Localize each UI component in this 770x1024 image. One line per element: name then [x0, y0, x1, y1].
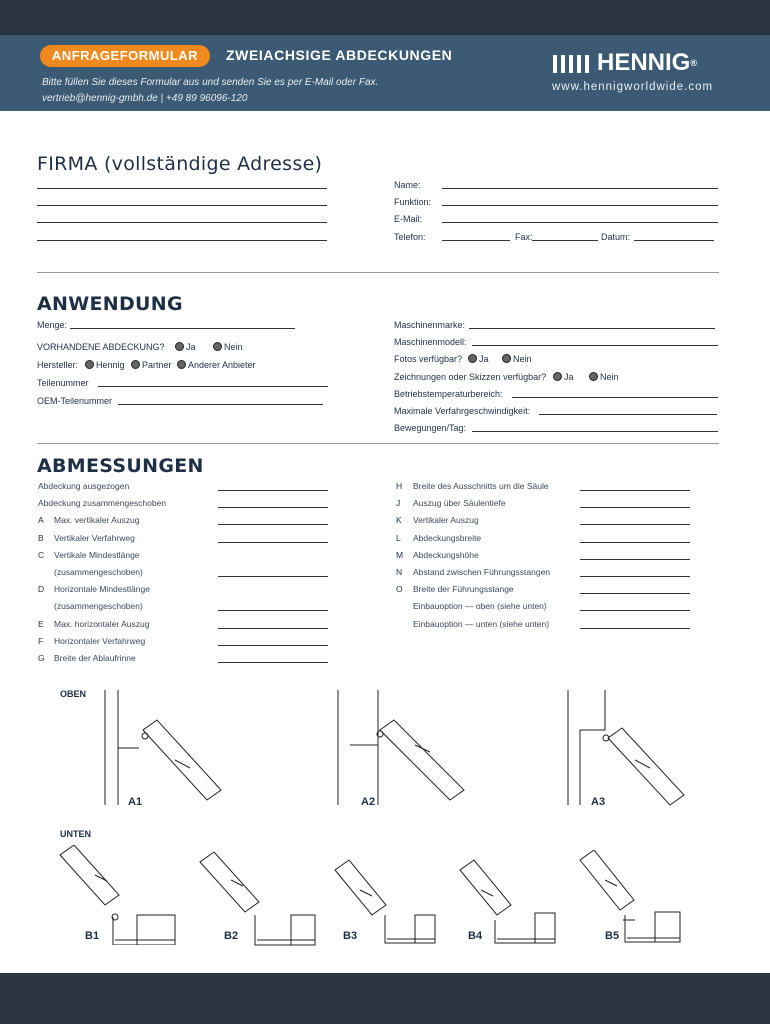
contact-text: vertrieb@hennig-gmbh.de | +49 89 96096-120: [42, 93, 248, 104]
diagram-a1: [95, 690, 235, 815]
diagram-b4-label: B4: [468, 930, 483, 942]
bewegungen-field[interactable]: [472, 431, 718, 432]
email-field[interactable]: [442, 222, 718, 223]
hersteller-partner-radio[interactable]: Partner: [131, 360, 172, 370]
dimension-field[interactable]: [580, 542, 690, 543]
email-label: E-Mail:: [394, 214, 423, 224]
fax-field[interactable]: [532, 240, 598, 241]
dimension-field[interactable]: [218, 542, 328, 543]
zeichnungen-ja-radio[interactable]: Ja: [553, 372, 574, 382]
diagram-b5: [575, 850, 685, 950]
oem-label: OEM-Teilenummer: [37, 396, 113, 406]
dimension-label: Max. horizontaler Auszug: [54, 618, 150, 629]
logo-text: HENNIG: [597, 49, 691, 76]
dimension-label: Auszug über Säulentiefe: [413, 498, 506, 509]
anwendung-heading: ANWENDUNG: [37, 293, 183, 315]
diagram-b2-label: B2: [224, 930, 239, 942]
hennig-logo: [553, 51, 733, 75]
dimension-key: G: [38, 653, 45, 663]
dimension-key: B: [38, 532, 44, 543]
dimension-key: O: [396, 584, 403, 595]
dimension-key: J: [396, 498, 401, 509]
funktion-field[interactable]: [442, 205, 718, 206]
maschinenmodell-field[interactable]: [472, 345, 718, 346]
radio-icon: [131, 360, 140, 369]
diagram-b5-label: B5: [605, 930, 620, 942]
diagram-a2-label: A2: [361, 796, 376, 808]
radio-icon: [589, 372, 598, 381]
dimension-label: Max. vertikaler Auszug: [54, 515, 140, 526]
hersteller-anderer-radio[interactable]: Anderer Anbieter: [177, 360, 256, 370]
abmessungen-heading: ABMESSUNGEN: [37, 455, 204, 477]
dimension-key: N: [396, 567, 403, 577]
funktion-label: Funktion:: [394, 197, 432, 207]
dimension-key: C: [38, 549, 45, 560]
hersteller-label: Hersteller:: [37, 360, 79, 370]
top-strip: [0, 0, 770, 35]
dimension-label: Einbauoption — oben (siehe unten): [413, 601, 547, 612]
maschinenmodell-label: Maschinenmodell:: [394, 337, 467, 347]
address-line-3[interactable]: [37, 222, 327, 223]
telefon-field[interactable]: [442, 240, 510, 241]
section-divider: [37, 443, 719, 444]
temperatur-label: Betriebstemperaturbereich:: [394, 389, 503, 399]
dimension-label: Breite der Führungsstange: [413, 584, 514, 595]
dimension-field[interactable]: [218, 507, 328, 508]
menge-label: Menge:: [37, 320, 68, 330]
teilenummer-field[interactable]: [98, 386, 328, 387]
section-divider: [37, 272, 719, 273]
dimension-label: (zusammengeschoben): [54, 601, 143, 612]
dimension-key: A: [38, 515, 44, 526]
name-label: Name:: [394, 180, 421, 190]
dimension-field[interactable]: [218, 524, 328, 525]
radio-icon: [85, 360, 94, 369]
dimension-key: H: [396, 481, 403, 491]
instructions-text: Bitte füllen Sie dieses Formular aus und senden Sie es per E-Mail oder Fax.: [42, 77, 379, 88]
dimension-field[interactable]: [580, 507, 690, 508]
dimension-key: L: [396, 532, 401, 543]
menge-field[interactable]: [70, 328, 295, 329]
diagram-a3: [560, 690, 690, 815]
dimension-label: Breite der Ablaufrinne: [54, 653, 136, 663]
zeichnungen-label: Zeichnungen oder Skizzen verfügbar?: [394, 372, 547, 382]
dimension-key: F: [38, 635, 44, 646]
logo-bars-icon: [553, 55, 597, 73]
name-field[interactable]: [442, 188, 718, 189]
dimension-field[interactable]: [580, 524, 690, 525]
diagram-a1-label: A1: [128, 796, 143, 808]
fotos-label: Fotos verfügbar?: [394, 354, 463, 364]
teilenummer-label: Teilenummer: [37, 378, 89, 388]
radio-icon: [177, 360, 186, 369]
dimension-label: Abdeckung ausgezogen: [38, 481, 130, 491]
radio-icon: [553, 372, 562, 381]
dimension-field[interactable]: [218, 610, 328, 611]
header-banner: [0, 35, 770, 111]
diagram-b3-label: B3: [343, 930, 358, 942]
bottom-strip: [0, 973, 770, 1024]
dimension-key: E: [38, 618, 44, 629]
dimension-field[interactable]: [580, 576, 690, 577]
temperatur-field[interactable]: [512, 397, 718, 398]
oem-field[interactable]: [118, 404, 323, 405]
radio-icon: [175, 342, 184, 351]
dimension-key: K: [396, 515, 402, 526]
address-line-4[interactable]: [37, 240, 327, 241]
vorhandene-ja-radio[interactable]: Ja: [175, 342, 196, 352]
zeichnungen-nein-radio[interactable]: Nein: [589, 372, 619, 382]
maschinenmarke-label: Maschinenmarke:: [394, 320, 466, 330]
dimension-field[interactable]: [218, 628, 328, 629]
datum-label: Datum:: [601, 232, 631, 242]
datum-field[interactable]: [634, 240, 714, 241]
unten-label: UNTEN: [60, 829, 91, 839]
website-url: www.hennigworldwide.com: [552, 81, 714, 93]
diagram-b1-label: B1: [85, 930, 100, 942]
fotos-nein-radio[interactable]: Nein: [502, 354, 532, 364]
dimension-label: Abdeckungshöhe: [413, 549, 479, 560]
dimension-label: Abstand zwischen Führungsstangen: [413, 567, 551, 577]
form-type-badge: ANFRAGEFORMULAR: [40, 45, 210, 67]
dimension-field[interactable]: [580, 593, 690, 594]
vorhandene-nein-radio[interactable]: Nein: [213, 342, 243, 352]
address-line-2[interactable]: [37, 205, 327, 206]
dimension-label: Abdeckung zusammengeschoben: [38, 498, 167, 509]
dimension-label: Breite des Ausschnitts um die Säule: [413, 481, 549, 491]
diagram-a2: [330, 690, 470, 815]
diagram-b1: [55, 845, 185, 945]
dimension-label: Abdeckungsbreite: [413, 532, 482, 543]
dimension-field[interactable]: [580, 490, 690, 491]
dimension-field[interactable]: [218, 576, 328, 577]
fotos-ja-radio[interactable]: Ja: [468, 354, 489, 364]
radio-icon: [468, 354, 477, 363]
address-line-1[interactable]: [37, 188, 327, 189]
geschwindigkeit-label: Maximale Verfahrgeschwindigkeit:: [394, 406, 531, 416]
dimension-field[interactable]: [218, 645, 328, 646]
telefon-label: Telefon:: [394, 232, 426, 242]
dimension-label: Vertikaler Verfahrweg: [54, 532, 135, 543]
dimension-label: Horizontaler Verfahrweg: [54, 635, 146, 646]
dimension-label: Vertikale Mindestlänge: [54, 549, 140, 560]
dimension-field[interactable]: [580, 559, 690, 560]
geschwindigkeit-field[interactable]: [539, 414, 717, 415]
oben-label: OBEN: [60, 689, 87, 699]
dimension-field[interactable]: [218, 490, 328, 491]
maschinenmarke-field[interactable]: [469, 328, 715, 329]
dimension-field[interactable]: [580, 628, 690, 629]
form-title: ZWEIACHSIGE ABDECKUNGEN: [226, 47, 453, 63]
dimension-key: D: [38, 584, 45, 595]
hersteller-hennig-radio[interactable]: Hennig: [85, 360, 125, 370]
radio-icon: [213, 342, 222, 351]
diagram-b2: [195, 850, 325, 950]
radio-icon: [502, 354, 511, 363]
bewegungen-label: Bewegungen/Tag:: [394, 423, 467, 433]
dimension-label: Horizontale Mindestlänge: [54, 584, 150, 595]
dimension-key: M: [396, 549, 404, 560]
logo-registered-mark: ®: [690, 58, 697, 68]
dimension-field[interactable]: [580, 610, 690, 611]
vorhandene-label: VORHANDENE ABDECKUNG?: [37, 342, 165, 352]
dimension-field[interactable]: [218, 662, 328, 663]
firma-heading: FIRMA (vollständige Adresse): [37, 153, 323, 175]
fax-label: Fax:: [515, 232, 533, 242]
dimension-label: Einbauoption — unten (siehe unten): [413, 618, 550, 629]
dimension-label: Vertikaler Auszug: [413, 515, 479, 526]
dimension-label: (zusammengeschoben): [54, 567, 143, 577]
diagram-a3-label: A3: [591, 796, 606, 808]
